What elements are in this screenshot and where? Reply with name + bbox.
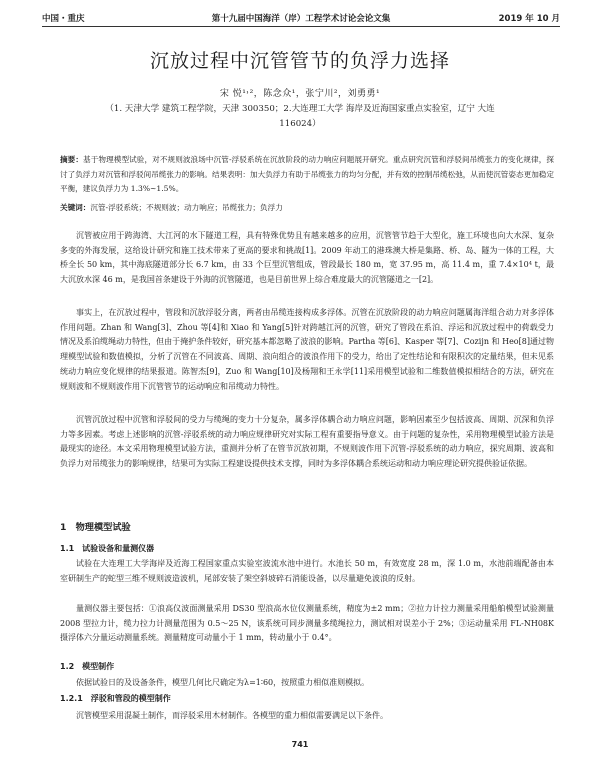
abstract-text: 基于物理模型试验，对不规则波浪场中沉管-浮驳系统在沉放阶段的动力响应问题展开研究。重点研究沉管和浮驳间吊缆张力的变化规律，探讨了负浮力对沉管和浮驳间吊缆张力的影响。结果表明：加大负浮力有助于吊缆张力的均匀分配，并有效的控制吊缆松弛，从而使沉管姿态更加稳定平衡，建议负浮力为 1.3%~1.5%。 — [60, 155, 555, 193]
header-location: 中国・重庆 — [42, 14, 85, 24]
affiliation: （1. 天津大学 建筑工程学院，天津 300350；2.大连理工大学 海岸及近海国家重点实验室，辽宁 大连 116024） — [105, 104, 495, 129]
subsection-heading: 1.2 模型制作 — [60, 662, 115, 671]
intro-paragraph-2: 事实上，在沉放过程中，管段和沉放浮驳分离，两者由吊缆连接构成多浮体。沉管在沉放阶段的动力响应问题属海洋组合动力对多浮体作用问题。Zhan 和 Wang[3]、Zhou 等[4]和 Xiao 和 Yang[5]针对跨越江河的沉管，研究了管段在系泊、浮运和沉放过程中的荷载受力情况及系泊缆绳动力特性，但由于掩护条件较好，研究基本都忽略了波浪的影响。Partha 等[6]、Kasper 等[7]、Cozijn 和 Heo[8]通过物理模型试验和数值模拟，分析了沉管在不同波高、周期、浪向组合的波浪作用下的受力，给出了定性结论和有限积次的定量结果，但未见系统动力响应变化规律的结果报道。陈智杰[9]，Zuo 和 Wang[10]及杨翔和王永学[11]采用模型试验和二维数值模拟相结合的方法，研究在规则波和不规则波作用下沉管管节的运动响应和吊缆动力特性。 — [60, 308, 554, 391]
author-list: 宋 悦¹˒²，陈念众¹，张宁川²，刘勇勇¹ — [219, 89, 381, 99]
running-header — [42, 10, 560, 27]
instruments-paragraph: 量测仪器主要包括：①浪高仪波面测量采用 DS30 型浪高水位仪测量系统，精度为±2 mm；②拉力计拉力测量采用船舶模型试验测量 2008 型拉力计，缆力拉力计测量范围为 0.5～25 N，该系统可同步测量多缆绳拉力，测试相对误差小于 2%；③运动量采用 FL-NH08K 摄浮体六分量运动测量系统。测量精度可动量小于 1 mm，转动量小于 0.4°。 — [60, 604, 554, 643]
section-heading: 1 物理模型试验 — [60, 522, 131, 533]
setup-paragraph: 试验在大连理工大学海岸及近海工程国家重点实验室波流水池中进行。水池长 50 m，有效宽度 28 m，深 1.0 m，水池前端配备由本室研制生产的蛇型三维不规则波造波机，尾部安装了架空斜坡碎石消能设备，以尽量避免波浪的反射。 — [60, 559, 554, 583]
model-paragraph: 依据试验日的及设备条件，模型几何比尺确定为λ=1∶60，按照重力相似准则模拟。 — [76, 678, 370, 687]
page-number: 741 — [291, 740, 309, 749]
abstract-label: 摘要： — [60, 155, 84, 164]
paper-title: 沉放过程中沉管管节的负浮力选择 — [149, 50, 450, 72]
subsubsection-heading: 1.2.1 浮驳和管段的模型制作 — [60, 694, 171, 703]
header-proceedings: 第十九届中国海洋（岸）工程学术讨论会论文集 — [211, 14, 391, 24]
keywords-text: 沉管-浮驳系统；不规则波；动力响应；吊缆张力；负浮力 — [90, 203, 283, 212]
model-making-paragraph: 沉管模型采用混凝土制作，而浮驳采用木材制作。各模型的重力相似需要满足以下条件。 — [76, 711, 388, 720]
intro-paragraph-3: 沉管沉放过程中沉管和浮驳间的受力与缆绳的变力十分复杂，属多浮体耦合动力响应问题，影响因素至少包括波高、周期、沉深和负浮力等多因素。考虑上述影响的沉管-浮驳系统的动力响应规律研究对实际工程有重要指导意义。由于问题的复杂性，采用物理模型试验方法是最现实的途径。本文采用物理模型试验方法，重测并分析了在管节沉放初期，不规则波作用下沉管-浮驳系统的动力响应，探究周期、波高和负浮力对吊缆张力的影响规律，结果可为实际工程建设提供技术支撑，同时为多浮体耦合系统运动和动力响应理论研究提供验证依据。 — [60, 415, 554, 469]
keywords — [60, 201, 554, 215]
intro-paragraph-1: 沉管被应用于跨海湾、大江河的水下隧道工程，具有特殊优势且有越来越多的应用，沉管管节趋于大型化，施工环境也向大水深、复杂多变的外海发展，这给设计研究和施工技术带来了更高的要求和挑战[1]。2009 年动工的港珠澳大桥是集路、桥、岛、隧为一体的工程，大桥全长 50 km，其中海底隧道部分长 6.7 km，由 33 个巨型沉管组成，管段最长 180 m，宽 37.95 m，高 11.4 m，重 7.4×10⁴ t，最大沉放水深 46 m，是我国首条建设于外海的沉管隧道，也是目前世界上综合难度最大的沉管隧道之一[2]。 — [60, 231, 554, 285]
subsection-heading: 1.1 试验设备和量测仪器 — [60, 544, 155, 553]
header-date: 2019 年 10 月 — [498, 14, 560, 24]
keywords-label: 关键词： — [60, 203, 91, 212]
abstract — [60, 153, 554, 197]
